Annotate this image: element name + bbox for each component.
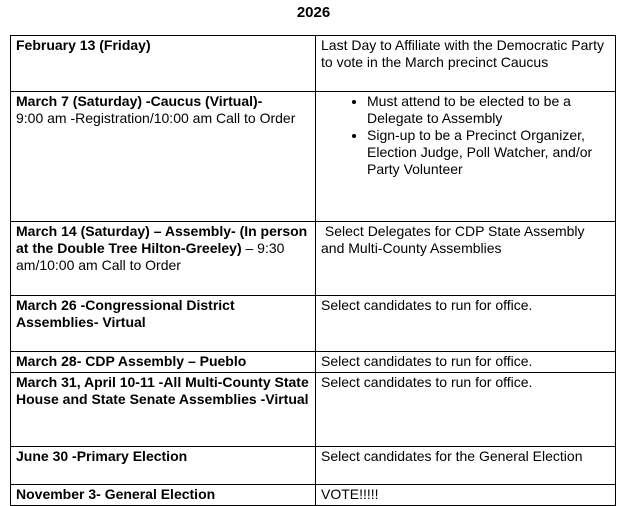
description-cell: Last Day to Affiliate with the Democratic Party to vote in the March precinct Caucus — [316, 36, 616, 92]
schedule-table — [10, 35, 616, 506]
table-row — [11, 296, 616, 352]
table-row — [11, 36, 616, 92]
event-date: March 28- CDP Assembly – Pueblo — [16, 353, 247, 369]
table-row — [11, 222, 616, 296]
table-row — [11, 485, 616, 506]
table-row — [11, 352, 616, 373]
list-item: • Sign-up to be a Precinct Organizer, Election Judge, Poll Watcher, and/or Party Volunteer — [367, 127, 610, 178]
event-date: March 26 -Congressional District Assemblies- Virtual — [16, 297, 235, 330]
date-cell — [11, 222, 316, 296]
date-cell — [11, 92, 316, 222]
event-date: March 7 (Saturday) -Caucus (Virtual)- — [16, 93, 263, 109]
description-cell: Select candidates to run for office. — [316, 296, 616, 352]
page-title: 2026 — [296, 4, 331, 21]
bullet-list — [321, 93, 610, 178]
date-cell — [11, 296, 316, 352]
description-cell: VOTE!!!!! — [316, 485, 616, 506]
event-date: March 31, April 10-11 -All Multi-County State House and State Senate Assemblies -Virtual — [16, 374, 309, 407]
description-cell: Select candidates to run for office. — [316, 352, 616, 373]
table-row — [11, 373, 616, 447]
description-cell — [316, 92, 616, 222]
event-date: March 14 (Saturday) – Assembly- (In person at the Double Tree Hilton-Greeley) — [16, 223, 308, 256]
table-row — [11, 92, 616, 222]
date-cell — [11, 36, 316, 92]
event-date: February 13 (Friday) — [16, 37, 151, 53]
description-cell: Select candidates for the General Election — [316, 447, 616, 485]
event-time: – 9:30 am/10:00 am Call to Order — [16, 240, 285, 273]
description-cell: Select candidates to run for office. — [316, 373, 616, 447]
event-time: 9:00 am -Registration/10:00 am Call to Order — [16, 110, 296, 126]
description-cell: Select Delegates for CDP State Assembly and Multi-County Assemblies — [316, 222, 616, 296]
date-cell — [11, 373, 316, 447]
date-cell — [11, 352, 316, 373]
event-date: June 30 -Primary Election — [16, 448, 188, 464]
event-date: November 3- General Election — [16, 486, 216, 502]
date-cell — [11, 485, 316, 506]
list-item: • Must attend to be elected to be a Delegate to Assembly — [367, 93, 610, 127]
